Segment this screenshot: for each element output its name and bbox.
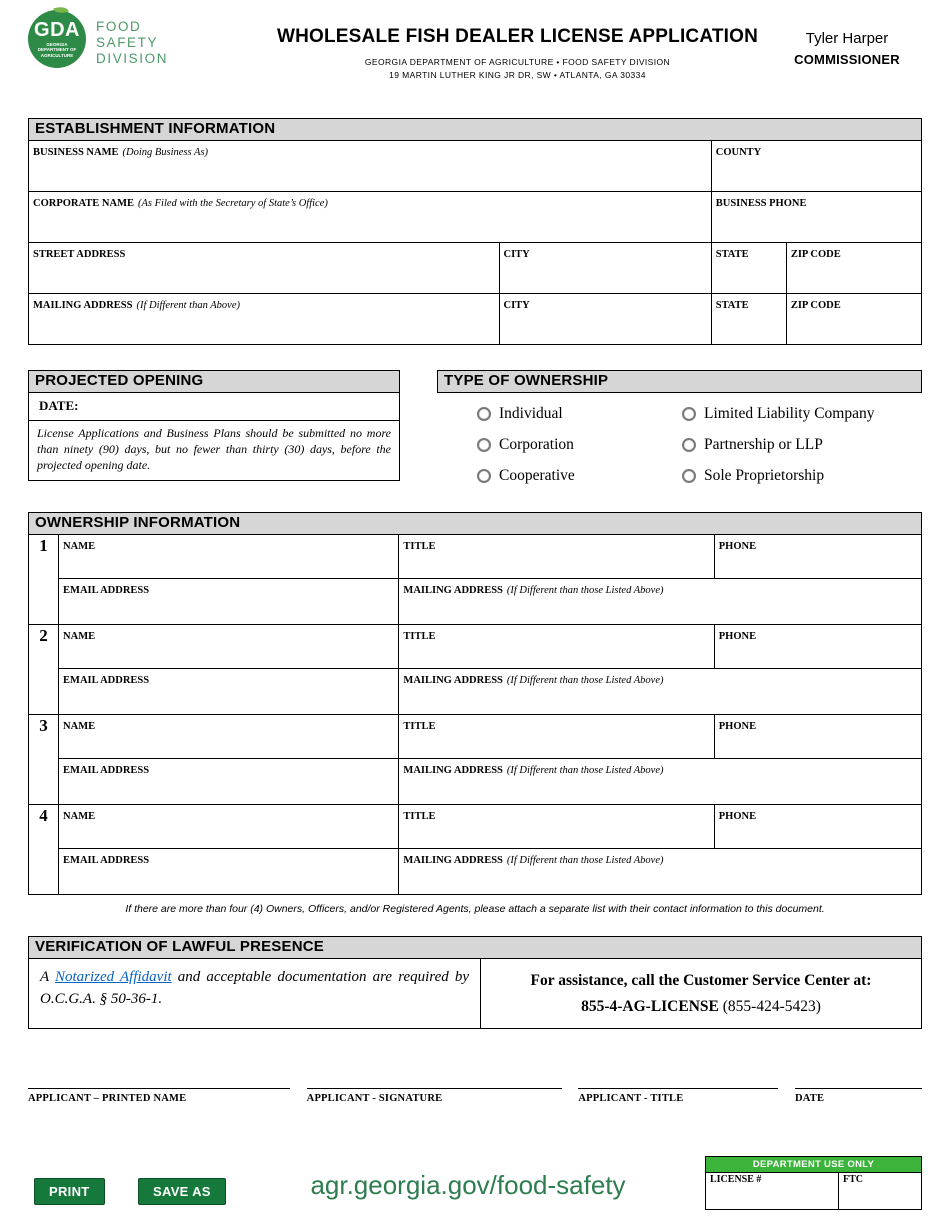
save-as-button[interactable]: SAVE AS xyxy=(138,1178,226,1205)
radio-sole-proprietorship[interactable] xyxy=(682,467,922,485)
mailing-label: MAILING ADDRESS xyxy=(403,585,503,596)
date-label: DATE: xyxy=(39,398,79,413)
owner-3-email-field[interactable] xyxy=(59,759,399,805)
mailing-city-field[interactable] xyxy=(499,294,711,345)
radio-cooperative[interactable] xyxy=(477,467,682,485)
phone-label: PHONE xyxy=(718,541,757,552)
email-label: EMAIL ADDRESS xyxy=(63,675,150,686)
ownership-table xyxy=(28,534,922,895)
radio-button-icon xyxy=(682,407,696,421)
projected-opening-header: PROJECTED OPENING xyxy=(28,370,400,393)
printed-name-label: APPLICANT – PRINTED NAME xyxy=(28,1093,187,1104)
signature-field xyxy=(307,1088,562,1104)
owner-4-title-field[interactable] xyxy=(399,805,714,849)
city-label: CITY xyxy=(503,300,530,311)
county-label: COUNTY xyxy=(715,147,762,158)
radio-label: Limited Liability Company xyxy=(704,405,875,422)
projected-opening-body xyxy=(28,393,400,481)
division-line: FOOD xyxy=(96,19,142,34)
name-label: NAME xyxy=(63,721,96,732)
verification-text-suffix: and acceptable documentation are required by O.C.G.A. § 50-36-1. xyxy=(40,969,469,1007)
phone-label: PHONE xyxy=(718,811,757,822)
title-block xyxy=(263,10,772,81)
form-header xyxy=(28,10,922,81)
corporate-name-note: (As Filed with the Secretary of State’s Office) xyxy=(138,198,328,209)
state-field[interactable] xyxy=(711,243,786,294)
business-name-label: BUSINESS NAME xyxy=(33,147,119,158)
owner-2-mailing-address-field[interactable] xyxy=(399,669,922,715)
commissioner-title: COMMISSIONER xyxy=(794,52,900,67)
form-footer xyxy=(28,1150,922,1225)
logo-acronym: GDA xyxy=(34,19,80,42)
radio-label: Cooperative xyxy=(499,467,575,484)
agency-subtitle: GEORGIA DEPARTMENT OF AGRICULTURE • FOOD SAFETY DIVISION xyxy=(364,57,671,67)
title-label: TITLE xyxy=(403,631,436,642)
notarized-affidavit-link[interactable]: Notarized Affidavit xyxy=(55,969,172,985)
mailing-address-label: MAILING ADDRESS xyxy=(33,300,133,311)
street-address-label: STREET ADDRESS xyxy=(33,249,126,260)
business-phone-label: BUSINESS PHONE xyxy=(715,198,807,209)
owner-number: 3 xyxy=(29,715,59,805)
radio-label: Corporation xyxy=(499,436,574,453)
owner-1-title-field[interactable] xyxy=(399,535,714,579)
signature-label: APPLICANT - SIGNATURE xyxy=(306,1093,443,1104)
applicant-title-field xyxy=(578,1088,778,1104)
mailing-zip-code-field[interactable] xyxy=(786,294,921,345)
owner-1-name-field[interactable] xyxy=(59,535,399,579)
establishment-section xyxy=(28,118,922,345)
owner-row xyxy=(29,625,922,669)
department-use-only-body xyxy=(706,1173,921,1209)
corporate-name-field[interactable] xyxy=(29,192,712,243)
business-name-note: (Doing Business As) xyxy=(122,147,209,158)
signature-block xyxy=(28,1088,922,1104)
date-field xyxy=(795,1088,922,1104)
owner-number: 4 xyxy=(29,805,59,895)
name-label: NAME xyxy=(63,631,96,642)
establishment-section-header: ESTABLISHMENT INFORMATION xyxy=(28,118,922,141)
radio-label: Partnership or LLP xyxy=(704,436,823,453)
county-field[interactable] xyxy=(711,141,921,192)
owner-row xyxy=(29,805,922,849)
logo-subtext: GEORGIA DEPARTMENT OF AGRICULTURE xyxy=(37,42,77,58)
establishment-table xyxy=(28,140,922,345)
ownership-type-section xyxy=(437,370,922,485)
assistance-line2 xyxy=(489,994,913,1020)
radio-label: Individual xyxy=(499,405,563,422)
owner-2-name-field[interactable] xyxy=(59,625,399,669)
ownership-type-header: TYPE OF OWNERSHIP xyxy=(437,370,922,393)
ownership-information-header: OWNERSHIP INFORMATION xyxy=(28,512,922,535)
verification-header: VERIFICATION OF LAWFUL PRESENCE xyxy=(28,936,922,959)
business-phone-field[interactable] xyxy=(711,192,921,243)
department-use-only-header: DEPARTMENT USE ONLY xyxy=(706,1157,921,1173)
email-label: EMAIL ADDRESS xyxy=(63,855,150,866)
print-button[interactable]: PRINT xyxy=(34,1178,105,1205)
owner-1-mailing-address-field[interactable] xyxy=(399,579,922,625)
owner-1-email-field[interactable] xyxy=(59,579,399,625)
leaf-icon xyxy=(53,4,69,16)
owner-4-email-field[interactable] xyxy=(59,849,399,895)
verification-body xyxy=(28,959,922,1029)
radio-button-icon xyxy=(477,438,491,452)
applicant-title-label: APPLICANT - TITLE xyxy=(578,1093,684,1104)
title-label: TITLE xyxy=(403,721,436,732)
commissioner-block xyxy=(772,10,922,81)
signature-row xyxy=(28,1088,922,1104)
radio-corporation[interactable] xyxy=(477,436,682,454)
owner-4-phone-field[interactable] xyxy=(714,805,921,849)
projected-opening-date-field[interactable] xyxy=(29,393,399,421)
radio-limited-liability-company[interactable] xyxy=(682,405,922,423)
owner-row xyxy=(29,669,922,715)
radio-button-icon xyxy=(477,407,491,421)
owner-row xyxy=(29,849,922,895)
email-label: EMAIL ADDRESS xyxy=(63,765,150,776)
owner-3-title-field[interactable] xyxy=(399,715,714,759)
agency-logo-block xyxy=(28,10,263,81)
owner-2-email-field[interactable] xyxy=(59,669,399,715)
assistance-line1: For assistance, call the Customer Service Center at: xyxy=(530,972,872,989)
projected-opening-section xyxy=(28,370,400,481)
food-safety-url-link[interactable]: agr.georgia.gov/food-safety xyxy=(310,1170,626,1200)
zip-code-label: ZIP CODE xyxy=(790,249,841,260)
commissioner-name: Tyler Harper xyxy=(805,30,889,47)
zip-code-label: ZIP CODE xyxy=(790,300,841,311)
owner-3-mailing-address-field[interactable] xyxy=(399,759,922,805)
owner-number: 2 xyxy=(29,625,59,715)
phone-label: PHONE xyxy=(718,721,757,732)
state-label: STATE xyxy=(715,300,749,311)
page-title: WHOLESALE FISH DEALER LICENSE APPLICATION xyxy=(276,26,759,47)
radio-individual[interactable] xyxy=(477,405,682,423)
radio-button-icon xyxy=(477,469,491,483)
radio-button-icon xyxy=(682,469,696,483)
division-line: DIVISION xyxy=(96,51,169,66)
owner-4-name-field[interactable] xyxy=(59,805,399,849)
title-label: TITLE xyxy=(403,541,436,552)
owner-1-phone-field[interactable] xyxy=(714,535,921,579)
name-label: NAME xyxy=(63,811,96,822)
gda-logo xyxy=(28,10,86,68)
radio-partnership-or-llp[interactable] xyxy=(682,436,922,454)
owner-3-phone-field[interactable] xyxy=(714,715,921,759)
verification-text xyxy=(29,959,481,1028)
title-label: TITLE xyxy=(403,811,436,822)
mailing-address-note: (If Different than Above) xyxy=(136,300,240,311)
date-label: DATE xyxy=(794,1093,825,1104)
verification-section xyxy=(28,936,922,1029)
mailing-note: (If Different than those Listed Above) xyxy=(506,765,664,776)
owner-4-mailing-address-field[interactable] xyxy=(399,849,922,895)
mailing-state-field[interactable] xyxy=(711,294,786,345)
mailing-label: MAILING ADDRESS xyxy=(403,855,503,866)
owner-row xyxy=(29,579,922,625)
license-number-label: LICENSE # xyxy=(710,1174,762,1185)
assistance-phone-name: 855-4-AG-LICENSE xyxy=(581,997,719,1015)
assistance-phone-number: (855-424-5423) xyxy=(718,997,821,1015)
owner-3-name-field[interactable] xyxy=(59,715,399,759)
license-number-field[interactable] xyxy=(706,1173,839,1209)
agency-address: 19 MARTIN LUTHER KING JR DR, SW • ATLANTA, GA 30334 xyxy=(389,70,646,80)
owner-2-title-field[interactable] xyxy=(399,625,714,669)
ownership-information-section xyxy=(28,512,922,895)
owner-row xyxy=(29,759,922,805)
city-field[interactable] xyxy=(499,243,711,294)
department-use-only-box xyxy=(705,1156,922,1210)
zip-code-field[interactable] xyxy=(786,243,921,294)
mailing-note: (If Different than those Listed Above) xyxy=(506,585,664,596)
phone-label: PHONE xyxy=(718,631,757,642)
verification-text-prefix: A xyxy=(40,969,55,985)
radio-button-icon xyxy=(682,438,696,452)
mailing-note: (If Different than those Listed Above) xyxy=(506,855,664,866)
mailing-address-field[interactable] xyxy=(29,294,500,345)
assistance-text xyxy=(481,959,921,1028)
name-label: NAME xyxy=(63,541,96,552)
printed-name-field xyxy=(28,1088,290,1104)
owner-number: 1 xyxy=(29,535,59,625)
mailing-note: (If Different than those Listed Above) xyxy=(506,675,664,686)
owner-2-phone-field[interactable] xyxy=(714,625,921,669)
state-label: STATE xyxy=(715,249,749,260)
mailing-label: MAILING ADDRESS xyxy=(403,765,503,776)
city-label: CITY xyxy=(503,249,530,260)
owner-row xyxy=(29,535,922,579)
ftc-field[interactable] xyxy=(839,1173,921,1209)
corporate-name-label: CORPORATE NAME xyxy=(33,198,135,209)
radio-label: Sole Proprietorship xyxy=(704,467,825,484)
business-name-field[interactable] xyxy=(29,141,712,192)
additional-owners-note: If there are more than four (4) Owners, Officers, and/or Registered Agents, please attach a separate list with their contact information to this document. xyxy=(125,903,825,915)
division-name xyxy=(96,10,168,81)
projected-opening-note: License Applications and Business Plans should be submitted no more than ninety (90) days, but no fewer than thirty (30) days, before the projected opening date. xyxy=(37,426,391,472)
ftc-label: FTC xyxy=(843,1174,863,1185)
email-label: EMAIL ADDRESS xyxy=(63,585,150,596)
street-address-field[interactable] xyxy=(29,243,500,294)
mailing-label: MAILING ADDRESS xyxy=(403,675,503,686)
division-line: SAFETY xyxy=(96,35,159,50)
ownership-type-options xyxy=(437,393,922,485)
owner-row xyxy=(29,715,922,759)
